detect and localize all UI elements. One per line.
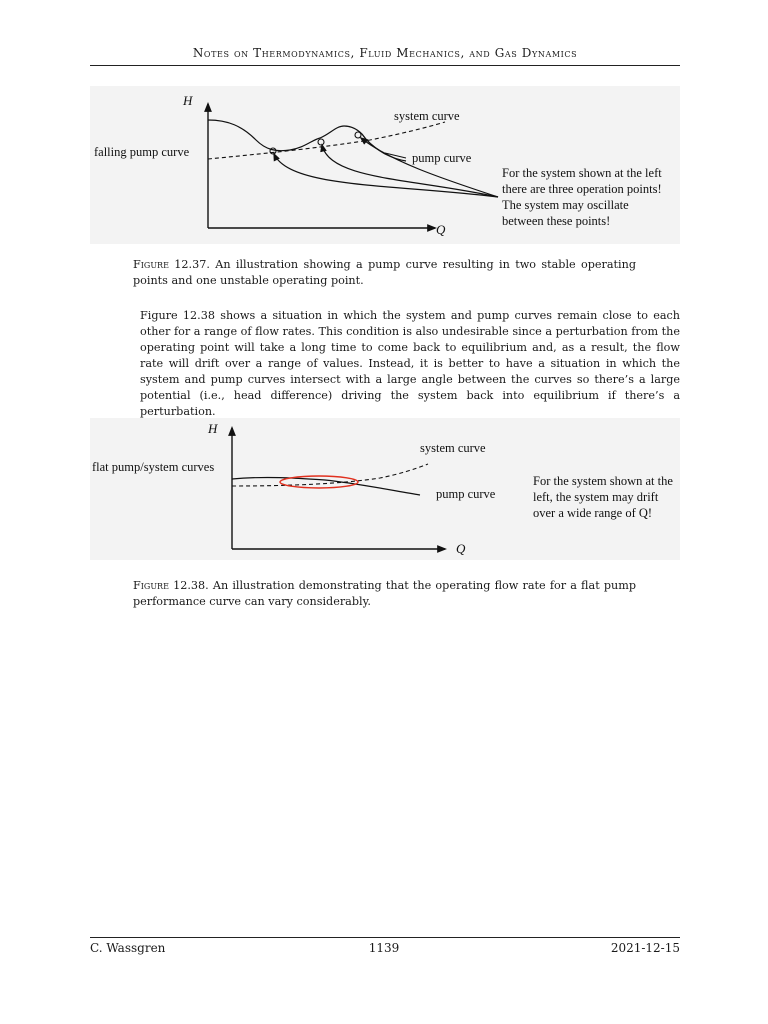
- header-rule: [90, 65, 680, 66]
- figure-12-38-diagram: [90, 418, 680, 560]
- fig1-operating-point-3: [355, 132, 361, 138]
- fig1-pump-label: pump curve: [412, 151, 472, 165]
- fig1-note-line-1: For the system shown at the left: [502, 166, 662, 180]
- fig1-system-label: system curve: [394, 109, 460, 123]
- footer-date: 2021-12-15: [610, 941, 680, 955]
- figure-12-38-caption-label: Figure 12.38.: [133, 579, 209, 592]
- body-paragraph: Figure 12.38 shows a situation in which the system and pump curves remain close to each other for a range of flow rates. This condition is also undesirable since a perturbation from the operating point will take a long time to come back to equilibrium and, as a result, the flow rate will drift over a range of values. Instead, it is better to have a situation in which the system and pump curves intersect with a large angle between the curves so there’s a large potential (i.e., head difference) driving the system back into equilibrium if there’s a perturbation.: [140, 309, 680, 418]
- fig1-falling-label: falling pump curve: [94, 145, 190, 159]
- fig1-arrow-3: [361, 138, 498, 197]
- fig2-pump-label: pump curve: [436, 487, 496, 501]
- fig1-note-line-2: there are three operation points!: [502, 182, 662, 196]
- fig1-h-label: H: [183, 93, 193, 108]
- fig1-note-line-4: between these points!: [502, 214, 611, 228]
- fig1-q-label: Q: [436, 222, 446, 237]
- fig1-pump-curve: [208, 120, 406, 161]
- figure-12-37-diagram: [90, 86, 680, 244]
- footer-page-number: 1139: [368, 941, 400, 955]
- figure-12-38-caption: [133, 578, 636, 610]
- figure-12-37-caption-text: An illustration showing a pump curve resulting in two stable operating points and one unstable operating point.: [133, 258, 636, 287]
- figure-12-37: [90, 86, 680, 244]
- fig2-note: [533, 474, 676, 520]
- fig1-note: [502, 166, 665, 228]
- fig2-h-label: H: [208, 421, 218, 436]
- figure-12-38-caption-text: An illustration demonstrating that the operating flow rate for a flat pump performance curve can vary considerably.: [133, 579, 636, 608]
- fig2-note-line-3: over a wide range of Q!: [533, 506, 653, 520]
- fig1-note-line-3: The system may oscillate: [502, 198, 629, 212]
- fig2-system-curve: [232, 464, 428, 486]
- footer-rule: [90, 937, 680, 938]
- footer-author: C. Wassgren: [90, 941, 166, 955]
- figure-12-37-caption: [133, 257, 636, 289]
- fig2-q-label: Q: [456, 541, 466, 556]
- fig1-operating-point-2: [318, 139, 324, 145]
- figure-12-37-caption-label: Figure 12.37.: [133, 258, 210, 271]
- fig1-operating-point-1: [270, 148, 276, 154]
- fig2-note-line-2: left, the system may drift: [533, 490, 659, 504]
- running-header: Notes on Thermodynamics, Fluid Mechanics, and Gas Dynamics: [192, 46, 578, 60]
- fig2-system-label: system curve: [420, 441, 486, 455]
- fig2-flat-label: flat pump/system curves: [92, 460, 215, 474]
- figure-12-38: [90, 418, 680, 560]
- fig2-note-line-1: For the system shown at the: [533, 474, 673, 488]
